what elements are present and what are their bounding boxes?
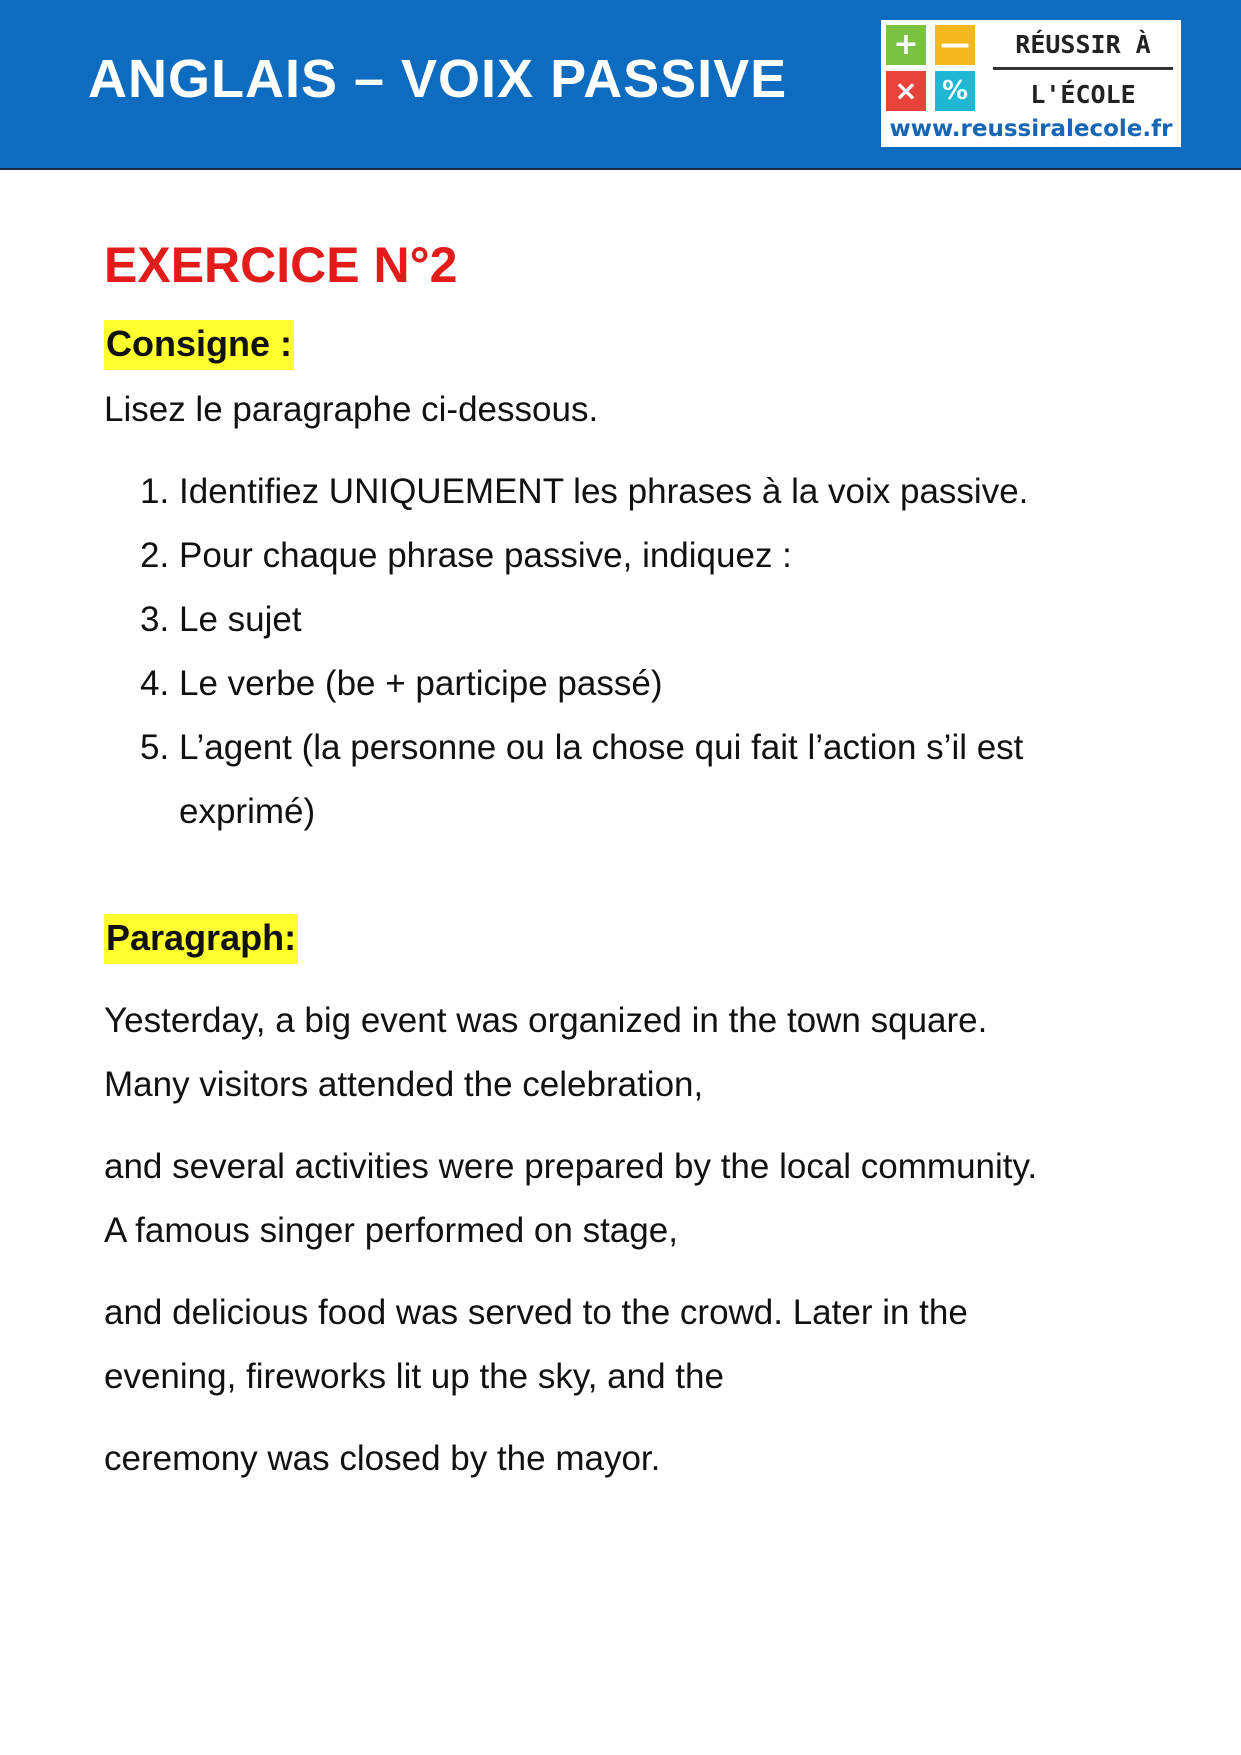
- site-logo[interactable]: [881, 20, 1181, 147]
- instruction-steps: [104, 460, 1219, 844]
- plus-icon: +: [886, 25, 926, 65]
- list-item: [104, 460, 1219, 524]
- list-item-continuation: [104, 780, 1219, 844]
- paragraph-block: [104, 1427, 660, 1491]
- list-item-number: 3.: [140, 600, 170, 639]
- list-item: [104, 716, 1219, 780]
- list-item-number: 5.: [140, 728, 170, 767]
- paragraph-line: and delicious food was served to the crowd. Later in the: [104, 1293, 968, 1332]
- paragraph-block: [104, 1135, 1037, 1263]
- minus-icon: —: [935, 25, 975, 65]
- consigne-label: Consigne :: [104, 320, 294, 370]
- paragraph-line: evening, fireworks lit up the sky, and the: [104, 1357, 724, 1396]
- list-item-number: 1.: [140, 472, 170, 511]
- list-item-text: exprimé): [179, 792, 316, 831]
- list-item-text: Le verbe (be + participe passé): [179, 664, 663, 703]
- exercise-title: EXERCICE N°2: [104, 237, 458, 293]
- list-item-text: L’agent (la personne ou la chose qui fait l’action s’il est: [179, 728, 1024, 767]
- list-item-text: Le sujet: [179, 600, 302, 639]
- percent-icon: %: [935, 71, 975, 111]
- list-item: [104, 588, 1219, 652]
- paragraph-line: Yesterday, a big event was organized in the town square.: [104, 1001, 988, 1040]
- list-item-text: Identifiez UNIQUEMENT les phrases à la voix passive.: [179, 472, 1029, 511]
- list-item-number: 2.: [140, 536, 170, 575]
- paragraph-line: A famous singer performed on stage,: [104, 1211, 678, 1250]
- logo-text-line1: RÉUSSIR À: [1015, 30, 1151, 59]
- instruction-text: Lisez le paragraphe ci-dessous.: [104, 390, 599, 429]
- paragraph-line: and several activities were prepared by the local community.: [104, 1147, 1038, 1186]
- logo-text-line2: L'ÉCOLE: [1030, 80, 1136, 109]
- paragraph-line: ceremony was closed by the mayor.: [104, 1439, 661, 1478]
- list-item: [104, 524, 1219, 588]
- paragraph-line: Many visitors attended the celebration,: [104, 1065, 704, 1104]
- times-icon: ×: [886, 71, 926, 111]
- paragraph-label: Paragraph:: [104, 914, 298, 964]
- paragraph-block: [104, 1281, 968, 1409]
- list-item-text: Pour chaque phrase passive, indiquez :: [179, 536, 792, 575]
- page-header: [0, 0, 1241, 170]
- page-title: ANGLAIS – VOIX PASSIVE: [88, 49, 788, 109]
- logo-url-link[interactable]: www.reussiralecole.fr: [889, 116, 1173, 142]
- logo-divider: [993, 67, 1173, 70]
- paragraph-block: [104, 989, 987, 1117]
- list-item-number: 4.: [140, 664, 170, 703]
- list-item: [104, 652, 1219, 716]
